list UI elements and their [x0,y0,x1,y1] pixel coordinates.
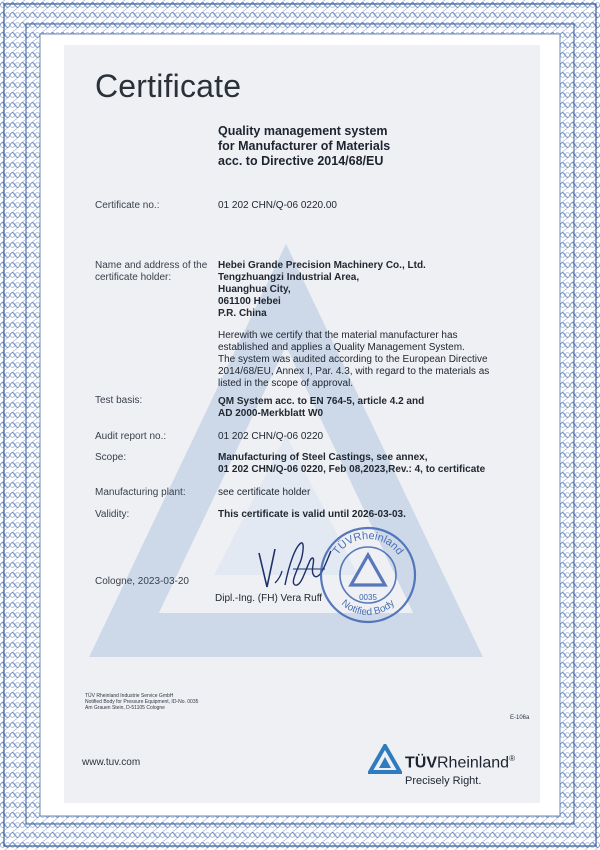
signatory-name: Dipl.-Ing. (FH) Vera Ruff [215,593,323,604]
scope-label: Scope: [95,452,127,463]
audit-report-label: Audit report no.: [95,431,167,442]
audit-report-value: 01 202 CHN/Q-06 0220 [218,431,324,442]
brand-name-rest: Rheinland [437,754,510,772]
issuer-address: TÜV Rheinland Industrie Service GmbH Notified Body for Pressure Equipment, ID-No. 0035 Am Grauen Stein, D-51105 Cologne [85,693,199,711]
manufacturing-plant-label: Manufacturing plant: [95,487,186,498]
stamp-number: 0035 [359,593,377,602]
registered-mark: ® [509,754,515,763]
subtitle-line: Quality management system [218,124,388,138]
test-basis-label: Test basis: [95,395,143,406]
certification-statement: Herewith we certify that the material manufacturer has established and applies a Quality Management System. The system was audited according to the European Directive 2014/68/EU, Annex I, Par. 4.3, with regard to the materials as listed in the scope of approval. [218,330,490,389]
certificate-no-value: 01 202 CHN/Q-06 0220.00 [218,200,337,211]
certificate-subtitle [218,124,390,169]
place-date: Cologne, 2023-03-20 [95,576,189,587]
form-code: E-106a [510,715,530,721]
stamp-bottom-text: Notified Body [339,597,397,619]
scope-value: Manufacturing of Steel Castings, see annex, 01 202 CHN/Q-06 0220, Feb 08,2023,Rev.: 4, to certificate [218,452,486,475]
brand-name [405,754,515,772]
validity-value: This certificate is valid until 2026-03-03. [218,509,406,520]
notified-body-stamp [318,525,418,625]
certificate-no-label: Certificate no.: [95,200,160,211]
manufacturing-plant-value: see certificate holder [218,487,311,498]
page-title: Certificate [95,68,242,104]
subtitle-line: acc. to Directive 2014/68/EU [218,154,384,168]
holder-address: Hebei Grande Precision Machinery Co., Ltd. Tengzhuangzi Industrial Area, Huanghua City, 061100 Hebei P.R. China [218,260,426,319]
tuv-triangle-logo-icon [368,744,402,774]
stamp-top-text: TÜVRheinland [330,529,406,558]
brand-name-bold: TÜV [405,754,437,772]
holder-label: Name and address of the certificate holder: [95,260,208,283]
test-basis-value: QM System acc. to EN 764-5, article 4.2 and AD 2000-Merkblatt W0 [218,396,425,419]
website-link[interactable]: www.tuv.com [82,757,141,768]
brand-slogan: Precisely Right. [405,775,482,787]
validity-label: Validity: [95,509,130,520]
subtitle-line: for Manufacturer of Materials [218,139,391,153]
